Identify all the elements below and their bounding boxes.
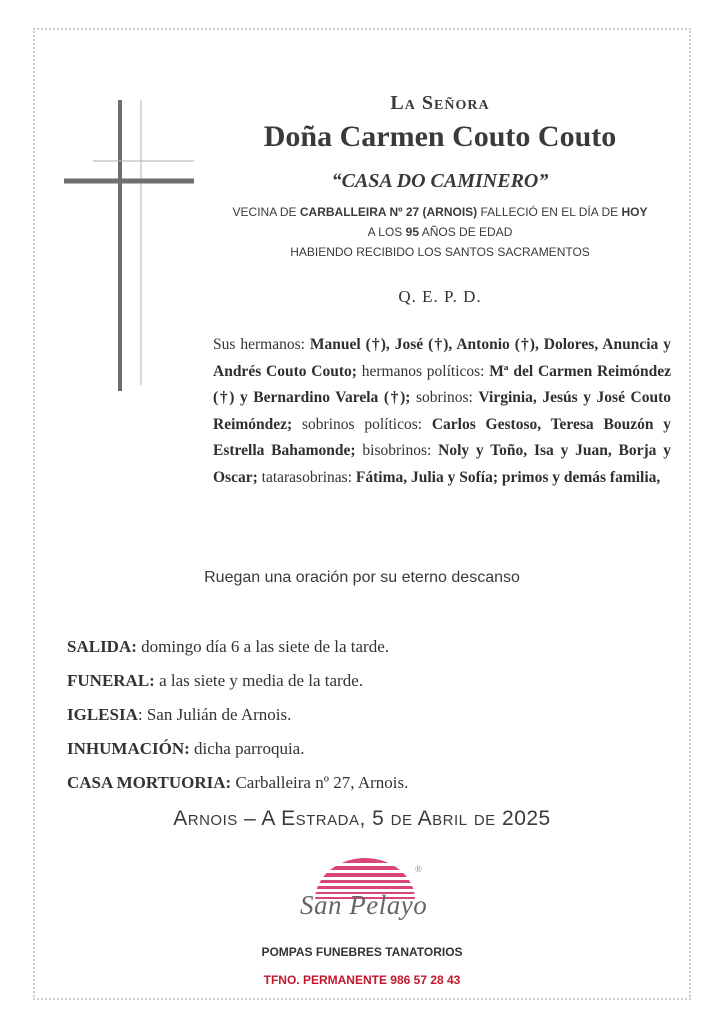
family-relation: hermanos políticos: [356,362,490,380]
detail-row [67,732,408,766]
detail-value: : San Julián de Arnois. [137,705,292,724]
registered-mark: ® [415,864,422,874]
family-names: Fátima, Julia y Sofía; primos y demás familia, [355,468,661,486]
qepd: Q. E. P. D. [398,287,482,306]
announcement-line-1: VECINA DE CARBALLEIRA Nº 27 (ARNOIS) FALLECIÓ EN EL DÍA DE HOY [232,205,648,219]
family-paragraph [213,332,671,491]
detail-value: a las siete y media de la tarde. [154,671,364,690]
family-names: Carlos Gestoso, Teresa Bouzón y Estrella Bahamonde; [213,415,671,459]
family-relation: bisobrinos: [355,442,439,459]
family-names: Mª del Carmen Reimóndez (†) y Bernardino Varela (†); [213,362,672,406]
family-names: Virginia, Jesús y José Couto Reimóndez; [213,389,671,433]
family-relation: sobrinos: [410,389,479,406]
deceased-name: Doña Carmen Couto Couto [263,120,617,153]
announcement-line-3: HABIENDO RECIBIDO LOS SANTOS SACRAMENTOS [290,245,590,259]
san-pelayo-logo-text: San Pelayo [300,890,428,920]
detail-label: INHUMACIÓN: [67,739,190,758]
family-relation: sobrinos políticos: [292,415,432,433]
detail-label: FUNERAL: [67,671,155,690]
detail-label: CASA MORTUORIA: [67,773,232,792]
detail-label: IGLESIA [67,705,138,724]
service-details [67,630,408,800]
house-name: “CASA DO CAMINERO” [331,170,549,192]
family-relation: Sus hermanos: [213,336,310,353]
phone-number: TFNO. PERMANENTE 986 57 28 43 [263,973,461,987]
honorific: La Señora [390,92,490,114]
detail-row [67,630,408,664]
detail-value: Carballeira nº 27, Arnois. [231,773,409,792]
detail-row [67,766,408,800]
place-date: Arnois – A Estrada, 5 de Abril de 2025 [173,807,551,830]
detail-value: dicha parroquia. [189,739,305,758]
detail-value: domingo día 6 a las siete de la tarde. [136,637,389,656]
prayer-request: Ruegan una oración por su eterno descanso [204,569,520,586]
announcement-text [200,202,680,262]
family-relation: tatarasobrinas: [257,468,356,486]
cross-icon [60,95,200,395]
company-tagline: POMPAS FUNEBRES TANATORIOS [261,945,463,959]
family-names: Noly y Toño, Isa y Juan, Borja y Oscar; [213,442,671,486]
announcement-line-2: A LOS 95 AÑOS DE EDAD [367,225,513,239]
detail-label: SALIDA: [67,637,137,656]
detail-row [67,664,408,698]
family-names: Manuel (†), José (†), Antonio (†), Dolores, Anuncia y Andrés Couto Couto; [213,336,672,380]
detail-row [67,698,408,732]
